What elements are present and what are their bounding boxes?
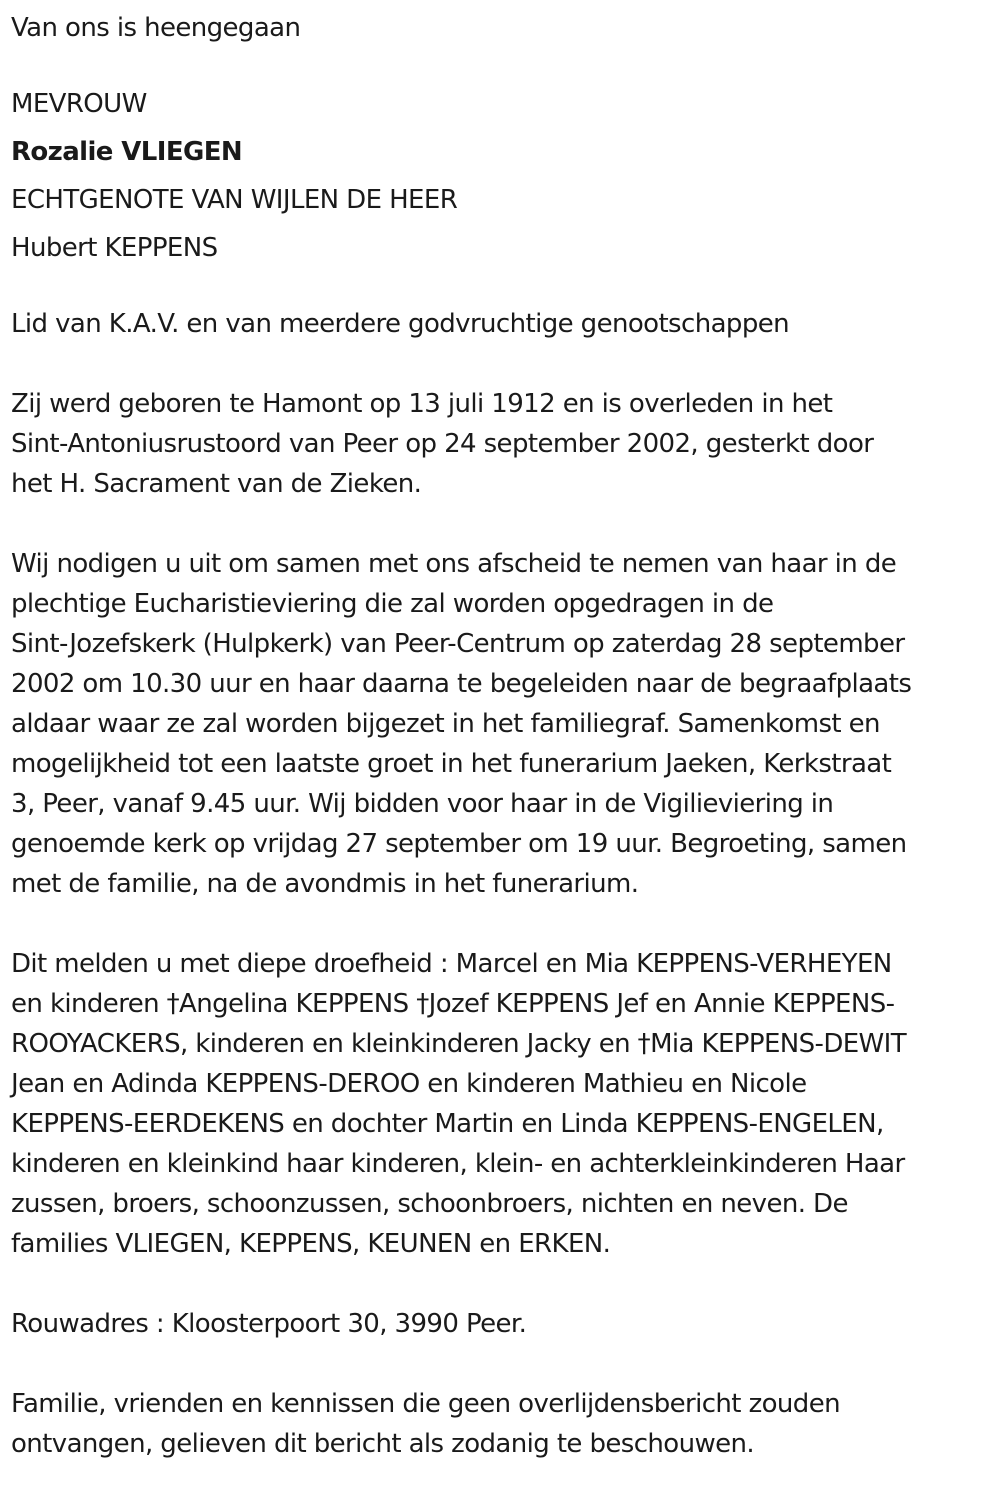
death-notice — [11, 8, 986, 1464]
intro-line: Van ons is heengegaan — [11, 13, 301, 43]
paragraph-line: Dit melden u met diepe droefheid : Marcel en Mia KEPPENS-VERHEYEN — [11, 949, 892, 979]
paragraph-line: genoemde kerk op vrijdag 27 september om 19 uur. Begroeting, samen — [11, 829, 907, 859]
spouse-name: Hubert KEPPENS — [11, 233, 218, 263]
invitation-paragraph — [11, 544, 986, 904]
paragraph-line: aldaar waar ze zal worden bijgezet in het familiegraf. Samenkomst en — [11, 709, 880, 739]
paragraph-line: 2002 om 10.30 uur en haar daarna te begeleiden naar de begraafplaats — [11, 669, 912, 699]
paragraph-line: 3, Peer, vanaf 9.45 uur. Wij bidden voor haar in de Vigilieviering in — [11, 789, 834, 819]
paragraph-line: ontvangen, gelieven dit bericht als zodanig te beschouwen. — [11, 1429, 755, 1459]
paragraph-line: en kinderen †Angelina KEPPENS †Jozef KEPPENS Jef en Annie KEPPENS- — [11, 989, 895, 1019]
paragraph-line: Zij werd geboren te Hamont op 13 juli 1912 en is overleden in het — [11, 389, 833, 419]
membership-line: Lid van K.A.V. en van meerdere godvruchtige genootschappen — [11, 309, 789, 339]
paragraph-line: kinderen en kleinkind haar kinderen, klein- en achterkleinkinderen Haar — [11, 1149, 905, 1179]
paragraph-line: Wij nodigen u uit om samen met ons afscheid te nemen van haar in de — [11, 549, 897, 579]
paragraph-line: Familie, vrienden en kennissen die geen overlijdensbericht zouden — [11, 1389, 840, 1419]
paragraph-line: Jean en Adinda KEPPENS-DEROO en kinderen Mathieu en Nicole — [11, 1069, 807, 1099]
paragraph-line: met de familie, na de avondmis in het funerarium. — [11, 869, 639, 899]
closing-paragraph — [11, 1384, 986, 1464]
relation-line: ECHTGENOTE VAN WIJLEN DE HEER — [11, 185, 458, 215]
paragraph-line: mogelijkheid tot een laatste groet in het funerarium Jaeken, Kerkstraat — [11, 749, 892, 779]
paragraph-line: Sint-Antoniusrustoord van Peer op 24 september 2002, gesterkt door — [11, 429, 874, 459]
paragraph-line: families VLIEGEN, KEPPENS, KEUNEN en ERKEN. — [11, 1229, 611, 1259]
paragraph-line: zussen, broers, schoonzussen, schoonbroers, nichten en neven. De — [11, 1189, 848, 1219]
paragraph-line: KEPPENS-EERDEKENS en dochter Martin en Linda KEPPENS-ENGELEN, — [11, 1109, 884, 1139]
paragraph-line: plechtige Eucharistieviering die zal worden opgedragen in de — [11, 589, 774, 619]
paragraph-line: Sint-Jozefskerk (Hulpkerk) van Peer-Centrum op zaterdag 28 september — [11, 629, 905, 659]
family-paragraph — [11, 944, 986, 1264]
mourning-address: Rouwadres : Kloosterpoort 30, 3990 Peer. — [11, 1309, 527, 1339]
deceased-name: Rozalie VLIEGEN — [11, 137, 243, 167]
birth-death-paragraph — [11, 384, 986, 504]
title-line: MEVROUW — [11, 89, 147, 119]
paragraph-line: het H. Sacrament van de Zieken. — [11, 469, 422, 499]
paragraph-line: ROOYACKERS, kinderen en kleinkinderen Jacky en †Mia KEPPENS-DEWIT — [11, 1029, 907, 1059]
